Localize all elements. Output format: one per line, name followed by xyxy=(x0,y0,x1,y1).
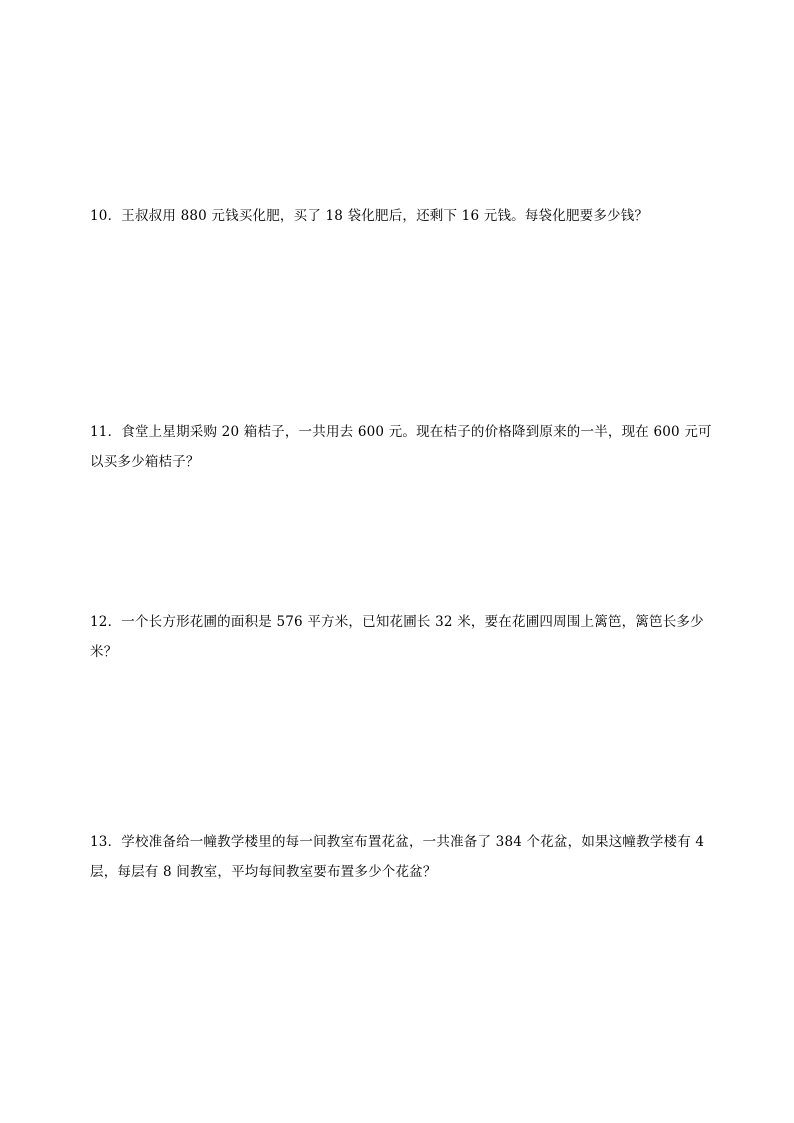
question-12-line-2: 米？ xyxy=(90,644,118,660)
question-13-line-2: 层，每层有 8 间教室，平均每间教室要布置多少个花盆？ xyxy=(90,864,437,880)
question-12 xyxy=(90,607,710,667)
question-13-line-1: 13．学校准备给一幢教学楼里的每一间教室布置花盆，一共准备了 384 个花盆，如果这幢教学楼有 4 xyxy=(90,834,705,850)
question-10-line-1: 10．王叔叔用 880 元钱买化肥，买了 18 袋化肥后，还剩下 16 元钱。每袋化肥要多少钱？ xyxy=(90,208,649,224)
question-13 xyxy=(90,827,710,887)
question-11-line-2: 以买多少箱桔子？ xyxy=(90,454,200,470)
question-11 xyxy=(90,417,710,477)
question-12-line-1: 12．一个长方形花圃的面积是 576 平方米，已知花圃长 32 米，要在花圃四周围上篱笆，篱笆长多少 xyxy=(90,614,704,630)
question-10 xyxy=(90,201,710,231)
question-11-line-1: 11．食堂上星期采购 20 箱桔子，一共用去 600 元。现在桔子的价格降到原来的一半，现在 600 元可 xyxy=(90,424,712,440)
